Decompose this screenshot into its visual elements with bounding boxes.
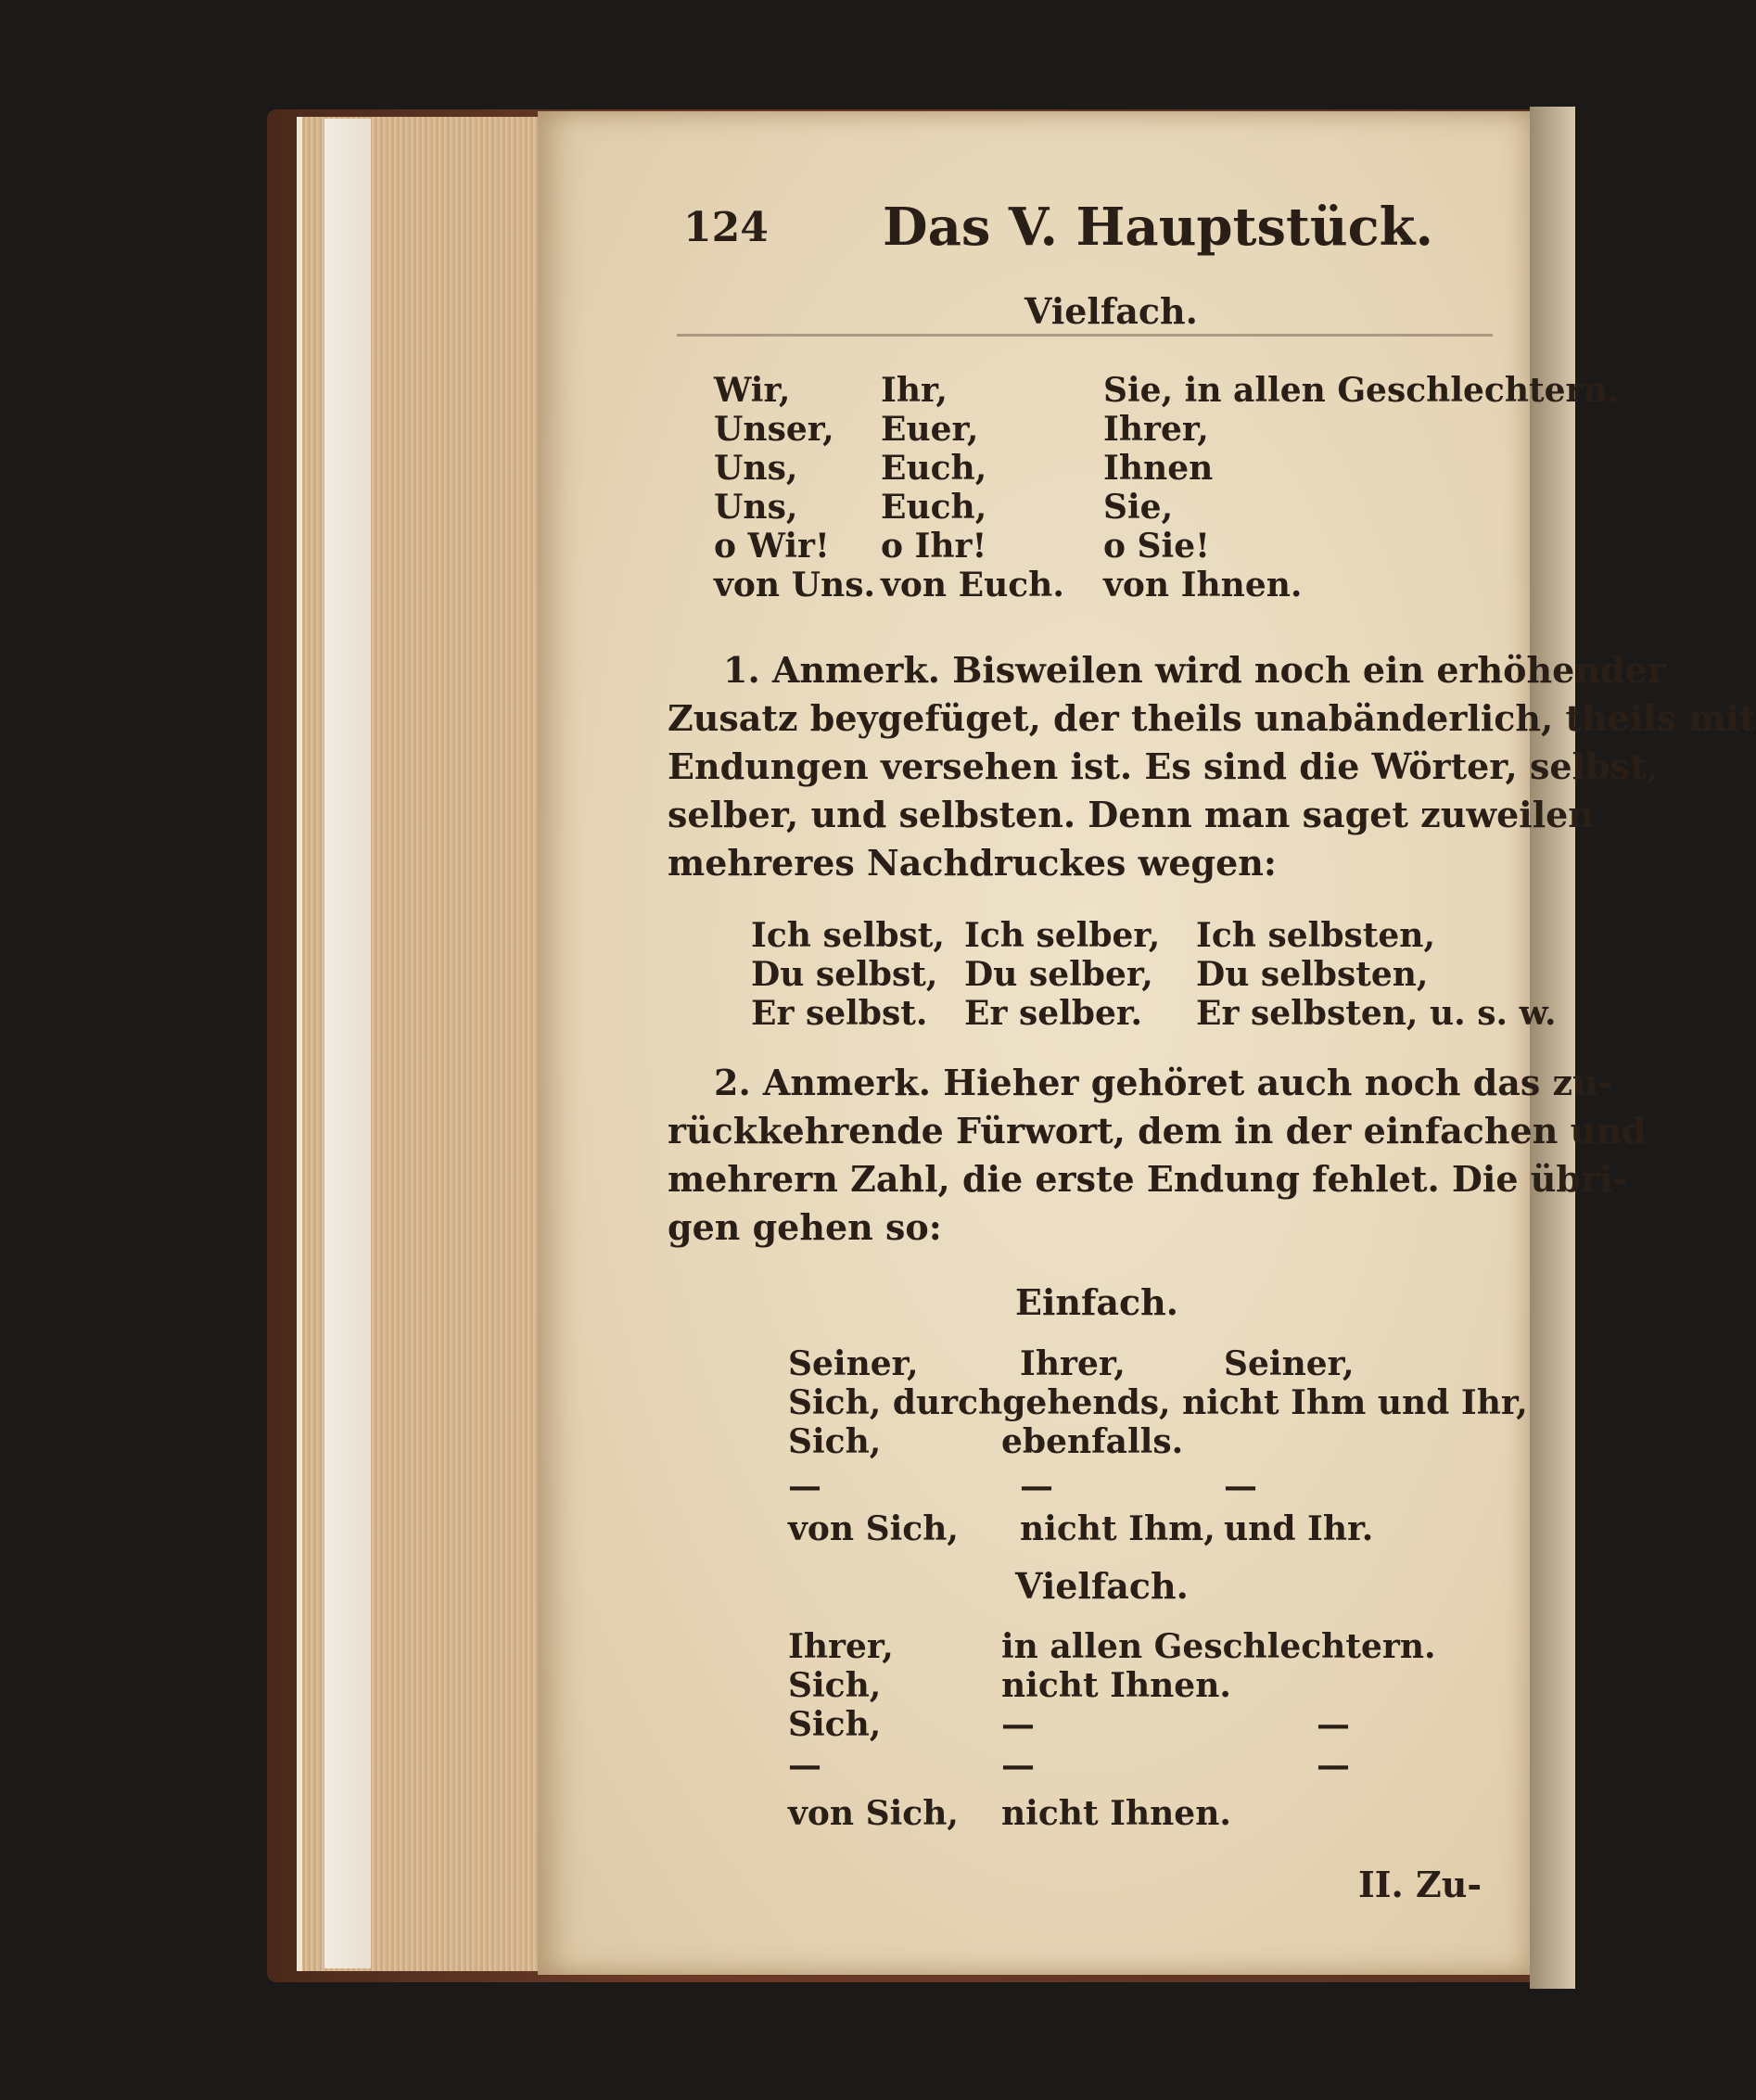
table-cell: Du selber,	[964, 955, 1153, 994]
table-cell: Er selbsten, u. s. w.	[1196, 994, 1557, 1033]
dash: —	[1317, 1746, 1350, 1785]
table-cell: von Sich,	[788, 1509, 959, 1548]
page-edges-light	[324, 119, 371, 1968]
table-cell: Uns,	[714, 449, 798, 488]
table-cell: Sich, durchgehends, nicht Ihm und Ihr,	[788, 1383, 1528, 1422]
paragraph-line: Endungen versehen ist. Es sind die Wörter, selbst,	[668, 745, 1659, 787]
table-cell: Du selbst,	[751, 955, 938, 994]
page-number: 124	[683, 204, 769, 251]
table-cell: Ihr,	[881, 371, 948, 410]
dash: —	[1001, 1746, 1035, 1785]
table-cell: Seiner,	[788, 1344, 919, 1383]
table-cell: und Ihr.	[1224, 1509, 1374, 1548]
plural-heading: Vielfach.	[1024, 290, 1198, 332]
table-cell: von Sich,	[788, 1794, 959, 1833]
table-cell: o Sie!	[1103, 527, 1210, 566]
table-cell: Sich,	[788, 1666, 882, 1705]
dash: —	[1317, 1705, 1350, 1744]
table-cell: Sich,	[788, 1422, 882, 1461]
table-cell: Sie, in allen Geschlechtern.	[1103, 371, 1620, 410]
paragraph-line: gen gehen so:	[668, 1206, 942, 1248]
catchword: II. Zu-	[1358, 1864, 1482, 1905]
table-cell: in allen Geschlechtern.	[1001, 1627, 1436, 1666]
table-cell: Sich,	[788, 1705, 882, 1744]
table-cell: Ich selbst,	[751, 916, 945, 955]
dash: —	[788, 1746, 821, 1785]
paragraph-line: selber, und selbsten. Denn man saget zuweilen	[668, 794, 1594, 835]
table-cell: Euch,	[881, 449, 987, 488]
table-cell: Er selber.	[964, 994, 1143, 1033]
table-cell: Ich selber,	[964, 916, 1161, 955]
table-cell: Sie,	[1103, 488, 1174, 527]
paragraph-line: 2. Anmerk. Hieher gehöret auch noch das zu-	[714, 1062, 1613, 1103]
paragraph-line: 1. Anmerk. Bisweilen wird noch ein erhöhender	[723, 649, 1666, 691]
table-cell: Euer,	[881, 410, 979, 449]
table-cell: ebenfalls.	[1001, 1422, 1184, 1461]
paragraph-line: mehreres Nachdruckes wegen:	[668, 842, 1277, 884]
table-cell: Du selbsten,	[1196, 955, 1429, 994]
table-cell: nicht Ihm,	[1020, 1509, 1215, 1548]
table-cell: Seiner,	[1224, 1344, 1355, 1383]
table-cell: Ihnen	[1103, 449, 1214, 488]
table-cell: Wir,	[714, 371, 791, 410]
table-cell: Er selbst.	[751, 994, 928, 1033]
plural-heading-2: Vielfach.	[1015, 1565, 1189, 1607]
book-page	[538, 111, 1756, 1975]
table-cell: Ich selbsten,	[1196, 916, 1435, 955]
table-cell: o Ihr!	[881, 527, 987, 566]
paragraph-line: Zusatz beygefüget, der theils unabänderlich, theils mit	[668, 697, 1756, 739]
table-cell: Unser,	[714, 410, 834, 449]
page-heading: Das V. Hauptstück.	[883, 197, 1433, 258]
table-cell: von Uns.	[714, 566, 876, 605]
dash: —	[1001, 1705, 1035, 1744]
table-cell: von Ihnen.	[1103, 566, 1303, 605]
table-cell: nicht Ihnen.	[1001, 1794, 1231, 1833]
table-cell: Ihrer,	[788, 1627, 894, 1666]
table-cell: Uns,	[714, 488, 798, 527]
table-cell: o Wir!	[714, 527, 830, 566]
dash: —	[1020, 1467, 1053, 1506]
table-cell: nicht Ihnen.	[1001, 1666, 1231, 1705]
dash: —	[788, 1467, 821, 1506]
dash: —	[1224, 1467, 1257, 1506]
paragraph-line: mehrern Zahl, die erste Endung fehlet. Die übri-	[668, 1158, 1628, 1200]
table-cell: Euch,	[881, 488, 987, 527]
table-cell: Ihrer,	[1020, 1344, 1126, 1383]
table-cell: von Euch.	[881, 566, 1064, 605]
table-cell: Ihrer,	[1103, 410, 1209, 449]
singular-heading: Einfach.	[1015, 1281, 1178, 1323]
heading-rule	[677, 334, 1493, 337]
paragraph-line: rückkehrende Fürwort, dem in der einfachen und	[668, 1110, 1647, 1152]
